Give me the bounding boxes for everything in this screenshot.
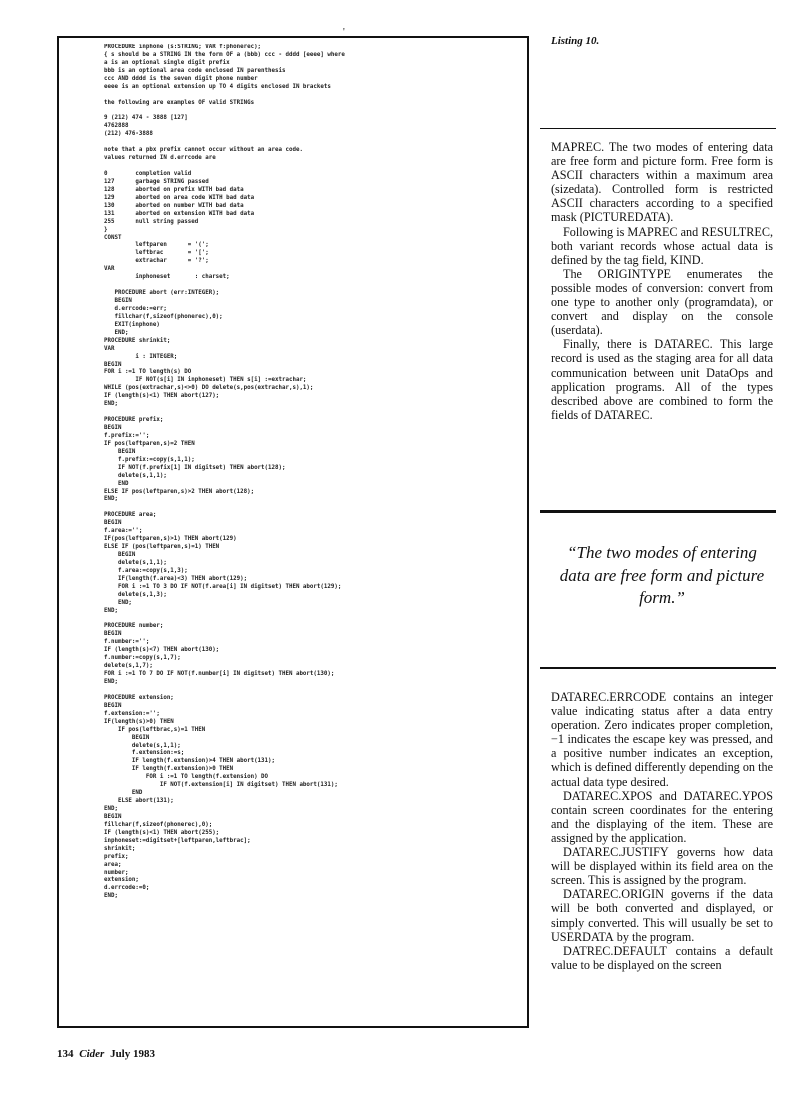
code-line: extrachar = '?';: [104, 258, 209, 265]
code-line: 128 aborted on prefix WITH bad data: [104, 186, 244, 193]
code-line: inphoneset:=digitset+[leftparen,leftbrac];: [104, 837, 251, 844]
code-line: 129 aborted on area code WITH bad data: [104, 194, 255, 201]
code-line: PROCEDURE abort (err:INTEGER);: [104, 290, 220, 297]
code-line: extension;: [104, 877, 139, 884]
code-line: FOR i :=1 TO length(f.extension) DO: [104, 774, 269, 781]
code-line: [104, 163, 524, 171]
code-line: ELSE abort(131);: [104, 798, 174, 805]
code-line: bbb is an optional area code enclosed IN parenthesis: [104, 67, 286, 74]
code-line: delete(s,1,7);: [104, 663, 153, 670]
code-line: ELSE IF pos(leftparen,s)>2 THEN abort(128);: [104, 488, 255, 495]
code-line: 255 null string passed: [104, 218, 199, 225]
code-line: inphoneset : charset;: [104, 274, 230, 281]
code-line: [104, 504, 524, 512]
code-line: BEGIN: [104, 448, 136, 455]
code-line: delete(s,1,1);: [104, 742, 181, 749]
code-line: }: [104, 226, 108, 233]
magazine-name: Cider: [79, 1048, 105, 1060]
code-line: EXIT(inphone): [104, 321, 160, 328]
code-line: [104, 616, 524, 624]
code-line: IF pos(leftparen,s)=2 THEN: [104, 440, 195, 447]
code-line: fillchar(f,sizeof(phonerec),0);: [104, 821, 213, 828]
code-line: d.errcode:=0;: [104, 885, 150, 892]
paragraph: The ORIGINTYPE enumerates the possible modes of conversion: convert from one type to another only (programdata), or convert and display on the console (userdata).: [551, 266, 773, 338]
code-line: IF(pos(leftparen,s)>1) THEN abort(129): [104, 536, 237, 543]
code-line: IF (length(s)<1) THEN abort(127);: [104, 393, 220, 400]
code-line: BEGIN: [104, 702, 122, 709]
code-line: [104, 108, 524, 116]
code-line: BEGIN: [104, 425, 122, 431]
code-line: END;: [104, 496, 118, 503]
code-line: f.extension:=s;: [104, 750, 185, 757]
paragraph: Finally, there is DATAREC. This large record is used as the staging area for all data communication between unit DataOps and application programs. All of the types described above are combined to form the fields of DATAREC.: [551, 337, 773, 422]
code-line: [104, 139, 524, 147]
pull-quote-rule-top: [540, 510, 776, 513]
code-line: 9 (212) 474 - 3888 [127]: [104, 115, 188, 122]
code-line: f.number:='';: [104, 639, 150, 646]
page-number: 134: [57, 1048, 74, 1060]
code-line: delete(s,1,1);: [104, 559, 167, 566]
code-line: BEGIN: [104, 552, 136, 558]
paragraph: DATAREC.ERRCODE contains an integer value indicating status after a data entry operation. Zero indicates proper completion, −1 indicates the escape key was pressed, and a positive number indicates an exception, which is defined differently depending on the actual data type desired.: [551, 690, 773, 789]
article-column-upper: [551, 140, 773, 422]
code-line: FOR i :=1 TO 3 DO IF NOT(f.area[i] IN digitset) THEN abort(129);: [104, 583, 342, 590]
paragraph: Following is MAPREC and RESULTREC, both variant records whose actual data is defined by the tag field, KIND.: [551, 224, 773, 267]
code-line: PROCEDURE area;: [104, 512, 157, 519]
code-line: (212) 476-3888: [104, 131, 153, 138]
code-line: { s should be a STRING IN the form OF a (bbb) ccc - dddd [eeee] where: [104, 51, 345, 58]
code-line: 130 aborted on number WITH bad data: [104, 202, 244, 209]
code-line: IF NOT(f.prefix[1] IN digitset) THEN abort(128);: [104, 464, 286, 471]
code-line: note that a pbx prefix cannot occur without an area code.: [104, 147, 303, 154]
code-line: BEGIN: [104, 813, 122, 820]
article-column-lower: [551, 690, 773, 972]
code-line: i : INTEGER;: [104, 353, 178, 360]
page-footer: [57, 1048, 158, 1060]
listing-label: Listing 10.: [551, 35, 600, 47]
code-line: f.number:=copy(s,1,7);: [104, 655, 181, 662]
code-line: ELSE IF (pos(leftparen,s)=1) THEN: [104, 544, 220, 551]
paragraph: DATAREC.JUSTIFY governs how data will be displayed within its field area on the screen. This is assigned by the program.: [551, 845, 773, 888]
code-line: END;: [104, 329, 129, 336]
code-line: VAR: [104, 345, 115, 352]
code-line: f.prefix:=copy(s,1,1);: [104, 456, 195, 463]
code-line: area;: [104, 861, 122, 868]
code-line: prefix;: [104, 853, 129, 860]
code-line: PROCEDURE number;: [104, 623, 164, 630]
code-line: END;: [104, 599, 132, 606]
code-line: WHILE (pos(extrachar,s)<>0) DO delete(s,pos(extrachar,s),1);: [104, 385, 314, 392]
code-line: FOR i :=1 TO 7 DO IF NOT(f.number[i] IN digitset) THEN abort(130);: [104, 671, 335, 678]
code-line: 131 aborted on extension WITH bad data: [104, 210, 255, 217]
issue-date: July 1983: [110, 1048, 155, 1060]
code-line: PROCEDURE inphone (s:STRING; VAR f:phonerec);: [104, 44, 262, 50]
code-line: IF length(f.extension)>4 THEN abort(131);: [104, 758, 276, 765]
pull-quote-rule-bottom: [540, 667, 776, 669]
code-line: BEGIN: [104, 631, 122, 638]
code-line: END;: [104, 607, 118, 614]
tick-mark: ': [343, 27, 345, 38]
code-line: IF (length(s)<7) THEN abort(130);: [104, 647, 220, 654]
code-line: BEGIN: [104, 298, 132, 304]
code-line: 127 garbage STRING passed: [104, 178, 209, 185]
code-line: f.area:=copy(s,1,3);: [104, 567, 188, 574]
code-listing: [104, 44, 524, 901]
code-line: eeee is an optional extension up TO 4 digits enclosed IN brackets: [104, 83, 331, 90]
code-line: PROCEDURE shrinkit;: [104, 337, 171, 344]
code-line: IF(length(s)>0) THEN: [104, 718, 174, 725]
code-line: [104, 409, 524, 417]
code-line: leftbrac = '[';: [104, 250, 209, 257]
code-line: delete(s,1,1);: [104, 472, 167, 479]
paragraph: DATAREC.XPOS and DATAREC.YPOS contain screen coordinates for the entering and the displaying of the item. These are assigned by the application.: [551, 788, 773, 845]
code-line: the following are examples OF valid STRINGs: [104, 99, 255, 106]
code-line: END;: [104, 401, 118, 408]
code-line: BEGIN: [104, 361, 122, 368]
code-line: fillchar(f,sizeof(phonerec),0);: [104, 313, 223, 320]
code-line: leftparen = '(';: [104, 242, 209, 249]
code-line: d.errcode:=err;: [104, 305, 167, 312]
code-line: IF (length(s)<1) THEN abort(255);: [104, 829, 220, 836]
code-line: IF pos(leftbrac,s)=1 THEN: [104, 726, 206, 733]
code-line: f.area:='';: [104, 528, 143, 535]
code-line: 4762888: [104, 123, 129, 130]
code-line: shrinkit;: [104, 845, 136, 852]
code-line: [104, 282, 524, 290]
code-line: BEGIN: [104, 734, 150, 741]
code-line: IF NOT(s[i] IN inphoneset) THEN s[i] :=extrachar;: [104, 377, 307, 384]
code-line: PROCEDURE extension;: [104, 694, 174, 701]
code-line: BEGIN: [104, 520, 122, 527]
code-line: [104, 92, 524, 100]
code-line: a is an optional single digit prefix: [104, 59, 230, 66]
code-line: IF(length(f.area)<3) THEN abort(129);: [104, 575, 248, 582]
code-line: 0 completion valid: [104, 171, 192, 177]
code-line: values returned IN d.errcode are: [104, 155, 216, 162]
code-line: END;: [104, 893, 118, 900]
divider-top: [540, 128, 776, 129]
paragraph: DATAREC.ORIGIN governs if the data will be both converted and displayed, or simply converted. This will usually be set to USERDATA by the program.: [551, 887, 773, 944]
paragraph: MAPREC. The two modes of entering data are free form and picture form. Free form is ASCII characters within a maximum area (sizedata). Controlled form is restricted ASCII characters according to a specified mask (PICTUREDATA).: [551, 140, 773, 225]
code-line: VAR: [104, 266, 115, 273]
code-line: f.extension:='';: [104, 710, 160, 717]
code-line: PROCEDURE prefix;: [104, 417, 164, 424]
code-line: number;: [104, 869, 129, 876]
code-line: END: [104, 790, 143, 797]
code-line: END;: [104, 806, 118, 812]
code-line: ccc AND dddd is the seven digit phone number: [104, 75, 258, 82]
code-line: IF NOT(f.extension[i] IN digitset) THEN abort(131);: [104, 782, 338, 789]
code-line: f.prefix:='';: [104, 432, 150, 439]
code-line: [104, 687, 524, 695]
code-line: CONST: [104, 234, 122, 241]
pull-quote: “The two modes of entering data are free form and picture form.”: [559, 543, 765, 607]
paragraph: DATREC.DEFAULT contains a default value to be displayed on the screen: [551, 943, 773, 972]
code-line: END;: [104, 679, 118, 685]
code-line: END: [104, 480, 129, 487]
code-line: delete(s,1,3);: [104, 591, 167, 598]
code-line: IF length(f.extension)>0 THEN: [104, 766, 234, 773]
code-line: FOR i :=1 TO length(s) DO: [104, 369, 192, 376]
